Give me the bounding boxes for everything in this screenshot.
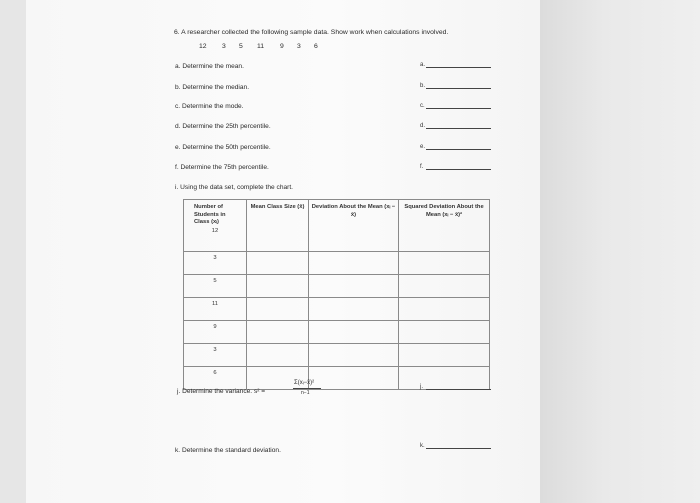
- data-value: 3: [297, 43, 301, 50]
- row-value: 3: [184, 252, 247, 275]
- deviation-cell[interactable]: [309, 367, 399, 390]
- answer-label-d: d.: [420, 123, 426, 129]
- table-intro: i. Using the data set, complete the chart.: [175, 184, 294, 191]
- table-header-row: [184, 200, 490, 252]
- data-value: 5: [239, 43, 243, 50]
- table-row: [184, 298, 490, 321]
- squared-deviation-cell[interactable]: [399, 367, 490, 390]
- squared-deviation-cell[interactable]: [399, 252, 490, 275]
- part-f-text: f. Determine the 75th percentile.: [175, 164, 269, 171]
- answer-label-f: f.: [420, 164, 424, 170]
- row-value: 5: [184, 275, 247, 298]
- deviation-cell[interactable]: [309, 252, 399, 275]
- mean-cell[interactable]: [247, 298, 309, 321]
- mean-cell[interactable]: [247, 344, 309, 367]
- part-b-text: b. Determine the median.: [175, 84, 250, 91]
- part-e-text: e. Determine the 50th percentile.: [175, 144, 271, 151]
- mean-cell[interactable]: [247, 275, 309, 298]
- part-d-text: d. Determine the 25th percentile.: [175, 123, 271, 130]
- table-row: [184, 367, 490, 390]
- answer-label-j: j.: [420, 384, 423, 390]
- deviation-cell[interactable]: [309, 321, 399, 344]
- data-value: 9: [280, 43, 284, 50]
- answer-label-c: c.: [420, 103, 425, 109]
- header-number-of-students: Number of Students in Class (xᵢ) 12: [184, 200, 247, 252]
- header-mean-class-size: Mean Class Size (x̄): [247, 200, 309, 252]
- squared-deviation-cell[interactable]: [399, 275, 490, 298]
- deviation-cell[interactable]: [309, 344, 399, 367]
- mean-cell[interactable]: [247, 321, 309, 344]
- mean-cell[interactable]: [247, 367, 309, 390]
- variance-text: j. Determine the variance. s² =: [177, 388, 266, 395]
- variance-denominator: n−1: [301, 390, 310, 396]
- answer-label-a: a.: [420, 62, 426, 68]
- mean-cell[interactable]: [247, 252, 309, 275]
- deviation-cell[interactable]: [309, 298, 399, 321]
- fraction-bar: [293, 388, 321, 389]
- question-prompt: 6. A researcher collected the following sample data. Show work when calculations involved.: [174, 29, 449, 36]
- answer-label-b: b.: [420, 83, 426, 89]
- row-value: 6: [184, 367, 247, 390]
- answer-label-e: e.: [420, 144, 426, 150]
- data-value: 3: [222, 43, 226, 50]
- row-value: 9: [184, 321, 247, 344]
- answer-line-c[interactable]: [426, 108, 491, 109]
- deviation-table: [183, 199, 490, 390]
- data-value: 12: [199, 43, 207, 50]
- answer-label-k: k.: [420, 443, 425, 449]
- answer-line-a[interactable]: [426, 67, 491, 68]
- squared-deviation-cell[interactable]: [399, 298, 490, 321]
- background-right: [540, 0, 700, 503]
- answer-line-k[interactable]: [426, 448, 491, 449]
- squared-deviation-cell[interactable]: [399, 344, 490, 367]
- answer-line-j[interactable]: [426, 389, 491, 390]
- row-value: 3: [184, 344, 247, 367]
- header-squared-deviation: Squared Deviation About the Mean (xᵢ − x̄)²: [399, 200, 490, 252]
- answer-line-d[interactable]: [426, 128, 491, 129]
- data-value: 6: [314, 43, 318, 50]
- data-value: 11: [257, 43, 265, 50]
- table-row: [184, 344, 490, 367]
- answer-line-b[interactable]: [426, 88, 491, 89]
- row-value: 11: [184, 298, 247, 321]
- table-row: [184, 275, 490, 298]
- variance-numerator: Σ(xᵢ−x̄)²: [294, 380, 315, 386]
- table-row: [184, 252, 490, 275]
- std-dev-text: k. Determine the standard deviation.: [175, 447, 281, 454]
- header-deviation: Deviation About the Mean (xᵢ − x̄): [309, 200, 399, 252]
- answer-line-e[interactable]: [426, 149, 491, 150]
- part-c-text: c. Determine the mode.: [175, 103, 244, 110]
- row-value: 12: [211, 227, 219, 234]
- part-a-text: a. Determine the mean.: [175, 63, 244, 70]
- answer-line-f[interactable]: [426, 169, 491, 170]
- deviation-cell[interactable]: [309, 275, 399, 298]
- table-row: [184, 321, 490, 344]
- squared-deviation-cell[interactable]: [399, 321, 490, 344]
